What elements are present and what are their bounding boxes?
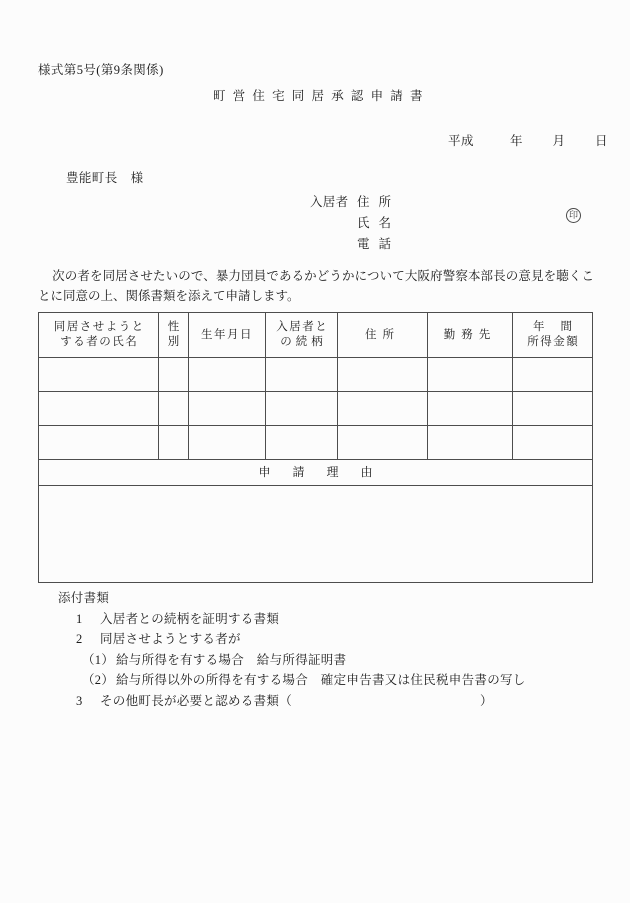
seal-character: 印	[566, 208, 581, 223]
cell-income[interactable]	[513, 358, 593, 392]
attachment-item-3	[58, 691, 526, 712]
table-header-row	[39, 313, 593, 358]
attachment-subitem-2-text: 給与所得以外の所得を有する場合 確定申告書又は住民税申告書の写し	[116, 673, 526, 687]
cell-sex[interactable]	[159, 392, 189, 426]
cell-relation[interactable]	[266, 392, 338, 426]
date-line	[448, 131, 608, 149]
col-header-address	[338, 313, 428, 358]
col-header-sex	[159, 313, 189, 358]
col-header-sex-line2: 別	[167, 336, 180, 348]
year-unit: 年	[510, 134, 523, 148]
applicant-block	[310, 192, 408, 255]
cell-name[interactable]	[39, 426, 159, 460]
reason-textarea[interactable]	[39, 486, 593, 583]
attachments-section	[58, 588, 526, 711]
form-number: 様式第5号(第9条関係)	[38, 63, 164, 77]
col-header-relation-line1: 入居者と	[276, 321, 329, 333]
applicant-phone-row	[310, 234, 408, 255]
applicant-phone-label: 電話	[357, 237, 401, 251]
cell-income[interactable]	[513, 392, 593, 426]
col-header-relation	[266, 313, 338, 358]
cell-dob[interactable]	[189, 426, 266, 460]
addressee-name: 豊能町長	[66, 171, 118, 185]
attachment-item-1	[58, 609, 526, 630]
applicant-name-label: 氏名	[357, 216, 401, 230]
col-header-workplace	[428, 313, 513, 358]
cell-name[interactable]	[39, 358, 159, 392]
reason-header-row	[39, 460, 593, 486]
table-row[interactable]	[39, 426, 593, 460]
col-header-workplace-text: 勤務先	[443, 328, 497, 341]
month-unit: 月	[552, 134, 566, 148]
attachments-title: 添付書類	[58, 591, 110, 605]
addressee-honorific: 様	[130, 171, 144, 185]
cohabitant-table	[38, 312, 593, 583]
body-paragraph	[38, 266, 594, 306]
attachment-subitem-2-number: （2）	[82, 673, 115, 687]
table-row[interactable]	[39, 358, 593, 392]
cell-workplace[interactable]	[428, 392, 513, 426]
col-header-income-line1: 年間	[533, 321, 588, 333]
applicant-role-label: 入居者	[310, 195, 349, 209]
attachment-item-3-text: その他町長が必要と認める書類（	[100, 693, 293, 708]
document-title: 町営住宅同居承認申請書	[213, 89, 430, 103]
attachment-item-2-number: 2	[76, 632, 83, 646]
col-header-income-line2: 所得金額	[527, 336, 580, 348]
col-header-name	[39, 313, 159, 358]
attachment-item-3-number: 3	[76, 693, 83, 708]
applicant-address-label: 住所	[357, 195, 401, 209]
reason-body-row[interactable]	[39, 486, 593, 583]
col-header-income	[513, 313, 593, 358]
reason-header-label: 申請理由	[39, 460, 593, 486]
cell-relation[interactable]	[266, 358, 338, 392]
col-header-name-line2: する者の氏名	[60, 336, 139, 348]
applicant-name-row	[310, 213, 408, 234]
cell-income[interactable]	[513, 426, 593, 460]
cell-dob[interactable]	[189, 358, 266, 392]
col-header-sex-line1: 性	[167, 321, 180, 333]
cell-address[interactable]	[338, 426, 428, 460]
body-paragraph-text: 次の者を同居させたいので、暴力団員であるかどうかについて大阪府警察本部長の意見を聴くことに同意の上、関係書類を添えて申請します。	[38, 269, 594, 303]
addressee	[66, 168, 144, 186]
day-unit: 日	[595, 134, 608, 148]
cell-dob[interactable]	[189, 392, 266, 426]
col-header-relation-line2: の続柄	[280, 336, 327, 348]
attachment-item-3-close: ）	[480, 693, 493, 708]
attachment-item-2	[58, 629, 526, 650]
applicant-address-row	[310, 192, 408, 213]
cell-address[interactable]	[338, 358, 428, 392]
cell-workplace[interactable]	[428, 426, 513, 460]
col-header-address-text: 住所	[365, 328, 400, 341]
attachment-item-1-number: 1	[76, 611, 83, 626]
cell-sex[interactable]	[159, 358, 189, 392]
cell-relation[interactable]	[266, 426, 338, 460]
era-label: 平成	[448, 134, 475, 148]
attachment-subitem-1-text: 給与所得を有する場合 給与所得証明書	[116, 652, 347, 667]
col-header-dob-text: 生年月日	[201, 328, 253, 341]
cell-workplace[interactable]	[428, 358, 513, 392]
attachment-item-2-text: 同居させようとする者が	[100, 632, 241, 646]
attachment-subitem-1-number: （1）	[82, 652, 115, 667]
attachment-item-1-text: 入居者との続柄を証明する書類	[100, 611, 280, 626]
seal-stamp-icon	[566, 208, 581, 225]
attachment-subitem-1	[58, 650, 526, 671]
cell-sex[interactable]	[159, 426, 189, 460]
cell-name[interactable]	[39, 392, 159, 426]
cell-address[interactable]	[338, 392, 428, 426]
attachment-subitem-2	[58, 670, 526, 691]
table-row[interactable]	[39, 392, 593, 426]
col-header-dob	[189, 313, 266, 358]
col-header-name-line1: 同居させようと	[53, 321, 145, 333]
